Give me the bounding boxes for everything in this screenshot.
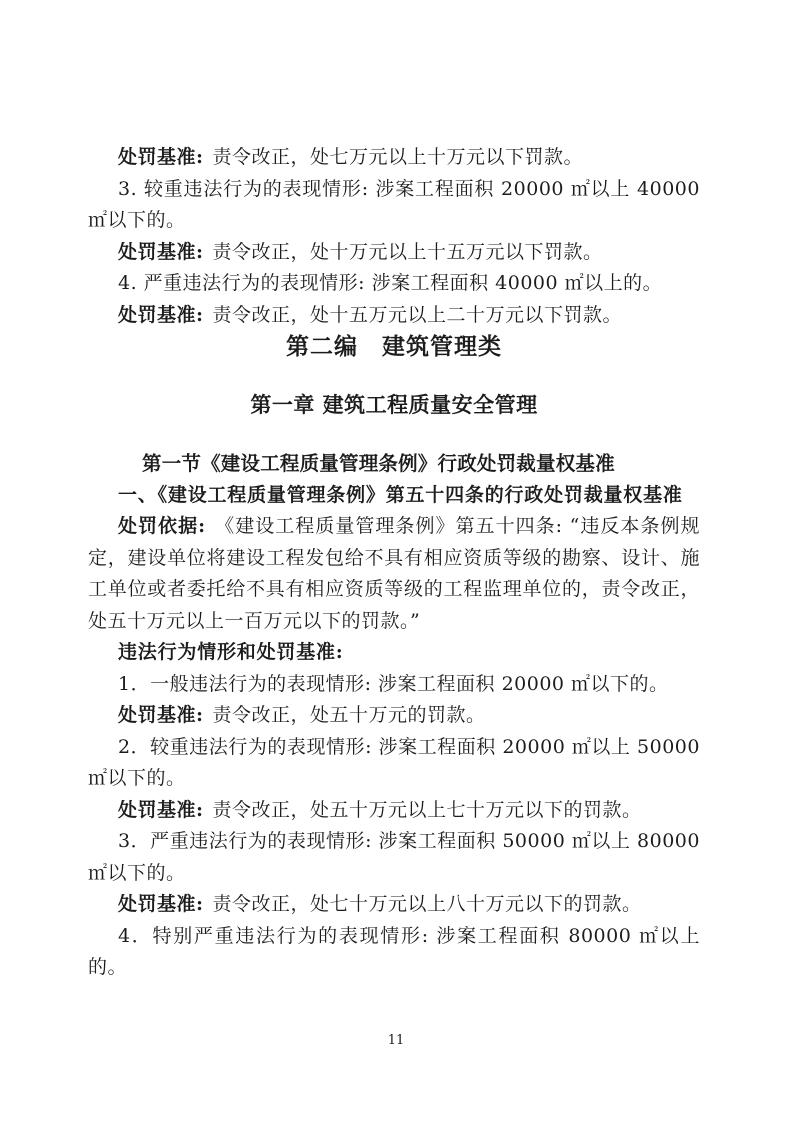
para-violation-item-3b [88,826,700,889]
penalty-basis-label: 处罚基准: [118,893,204,915]
para-violation-item-4b [88,921,700,984]
penalty-legal-basis-text: 《建设工程质量管理条例》第五十四条: “违反本条例规定，建设单位将建设工程发包给不具有相应资质等级的勘察、设计、施工单位或者委托给不具有相应资质等级的工程监理单位的，责令改正，处五十万元以上一百万元以下的罚款。” [88,515,701,632]
penalty-basis-text: 责令改正，处十五万元以上二十万元以下罚款。 [212,303,623,326]
violation-item-text: 1．一般违法行为的表现情形: 涉案工程面积 20000 ㎡以下的。 [118,672,669,695]
penalty-basis-text: 责令改正，处十万元以上十五万元以下罚款。 [212,240,603,263]
violation-item-text: 3. 较重违法行为的表现情形: 涉案工程面积 20000 ㎡以上 40000 ㎡以下的。 [88,177,700,231]
violation-item-text: 4．特别严重违法行为的表现情形: 涉案工程面积 80000 ㎡以上的。 [88,924,700,978]
penalty-legal-basis-label: 处罚依据: [118,515,206,537]
penalty-basis-text: 责令改正，处五十万元以上七十万元以下的罚款。 [212,798,642,821]
para-penalty-basis-3 [88,300,700,332]
penalty-basis-text: 责令改正，处七万元以上十万元以下罚款。 [212,146,584,168]
para-violation-item-2 [88,732,700,795]
document-body [88,142,700,984]
penalty-basis-label: 处罚基准: [118,303,204,326]
page-number: 11 [387,1033,405,1048]
para-article-54-title [88,480,700,512]
para-penalty-basis-2 [88,237,700,269]
para-violation-and-basis-heading [88,637,700,669]
violation-item-text: 4. 严重违法行为的表现情形: 涉案工程面积 40000 ㎡以上的。 [118,272,663,294]
part-heading: 第二编 建筑管理类 [286,333,502,360]
article-54-title-text: 一、《建设工程质量管理条例》第五十四条的行政处罚裁量权基准 [118,483,683,506]
penalty-basis-label: 处罚基准: [118,798,204,821]
para-penalty-basis-5 [88,795,700,827]
para-violation-item-3 [88,174,700,237]
violation-item-text: 2．较重违法行为的表现情形: 涉案工程面积 20000 ㎡以上 50000 ㎡以下的。 [88,735,700,789]
violation-and-basis-heading-text: 违法行为情形和处罚基准: [118,641,344,663]
penalty-basis-text: 责令改正，处五十万元的罚款。 [212,704,486,726]
section-heading: 第一节《建设工程质量管理条例》行政处罚裁量权基准 [142,452,615,475]
penalty-basis-label: 处罚基准: [118,146,204,168]
penalty-basis-label: 处罚基准: [118,240,204,263]
para-penalty-legal-basis [88,511,700,637]
para-penalty-basis-1 [88,142,700,174]
para-penalty-basis-4 [88,700,700,732]
penalty-basis-text: 责令改正，处七十万元以上八十万元以下的罚款。 [212,893,642,915]
para-violation-item-4 [88,268,700,300]
para-penalty-basis-6 [88,889,700,921]
para-violation-item-1 [88,669,700,701]
chapter-heading: 第一章 建筑工程质量安全管理 [250,392,538,417]
penalty-basis-label: 处罚基准: [118,704,204,726]
violation-item-text: 3．严重违法行为的表现情形: 涉案工程面积 50000 ㎡以上 80000 ㎡以下的。 [88,830,700,884]
